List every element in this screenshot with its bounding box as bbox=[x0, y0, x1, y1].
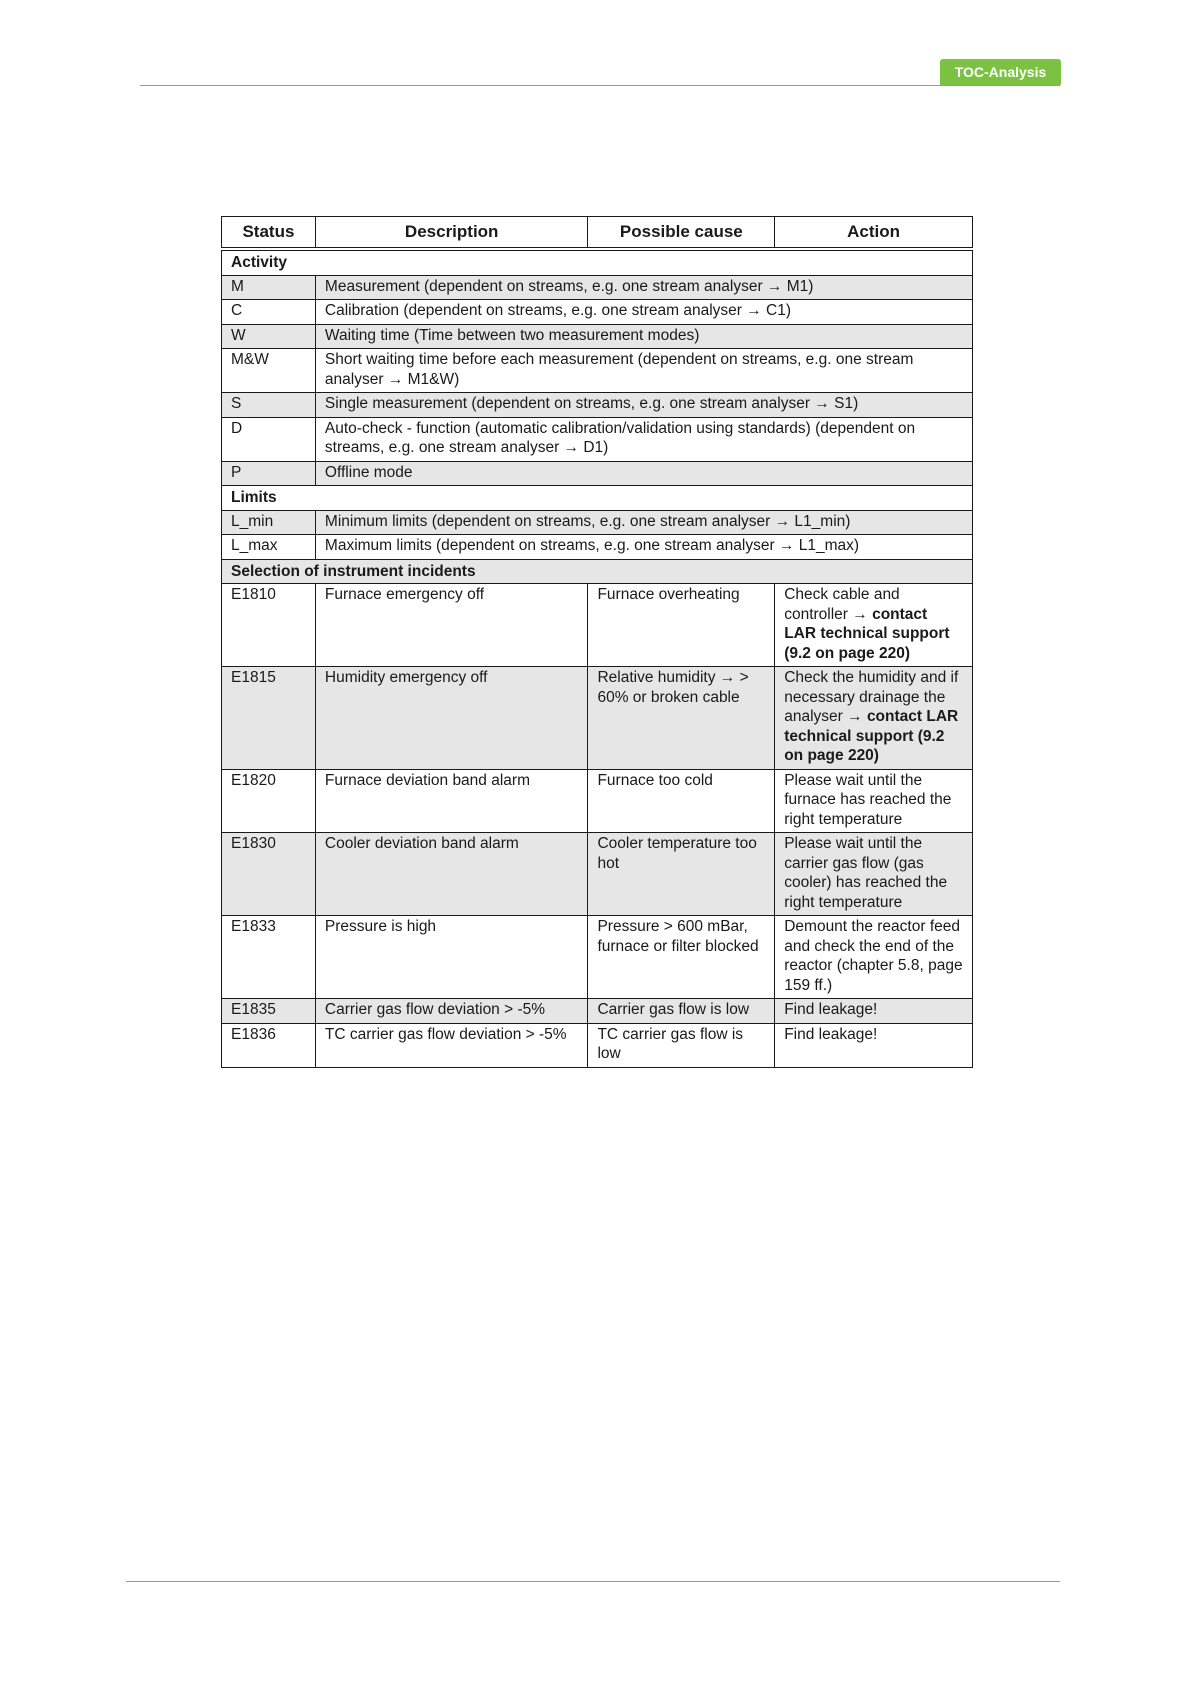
section-row-incidents bbox=[222, 559, 973, 584]
col-header-status: Status bbox=[222, 217, 316, 250]
description: Carrier gas flow deviation > -5% bbox=[315, 999, 588, 1024]
possible-cause: Cooler temperature too hot bbox=[588, 833, 775, 916]
section-row-limits bbox=[222, 486, 973, 511]
description: Humidity emergency off bbox=[315, 667, 588, 770]
description: Measurement (dependent on streams, e.g. one stream analyser → M1) bbox=[315, 275, 972, 300]
table-row bbox=[222, 916, 973, 999]
description: Maximum limits (dependent on streams, e.g. one stream analyser → L1_max) bbox=[315, 535, 972, 560]
description: Furnace emergency off bbox=[315, 584, 588, 667]
footer-rule bbox=[126, 1581, 1060, 1582]
possible-cause: Relative humidity → > 60% or broken cable bbox=[588, 667, 775, 770]
status-code: E1815 bbox=[222, 667, 316, 770]
status-table bbox=[221, 216, 973, 1068]
table-row bbox=[222, 417, 973, 461]
table-row bbox=[222, 393, 973, 418]
possible-cause: Furnace overheating bbox=[588, 584, 775, 667]
action-text: Check cable and controller → bbox=[784, 586, 900, 623]
status-code: L_min bbox=[222, 510, 316, 535]
table-row bbox=[222, 535, 973, 560]
action: Please wait until the furnace has reached the right temperature bbox=[775, 769, 973, 833]
description: Waiting time (Time between two measurement modes) bbox=[315, 324, 972, 349]
table-row bbox=[222, 667, 973, 770]
action: Please wait until the carrier gas flow (gas cooler) has reached the right temperature bbox=[775, 833, 973, 916]
description: Auto-check - function (automatic calibration/validation using standards) (dependent on streams, e.g. one stream analyser → D1) bbox=[315, 417, 972, 461]
status-code: E1833 bbox=[222, 916, 316, 999]
status-code: L_max bbox=[222, 535, 316, 560]
status-code: E1830 bbox=[222, 833, 316, 916]
status-code: E1836 bbox=[222, 1023, 316, 1067]
description: Furnace deviation band alarm bbox=[315, 769, 588, 833]
description: TC carrier gas flow deviation > -5% bbox=[315, 1023, 588, 1067]
status-code: M bbox=[222, 275, 316, 300]
col-header-cause: Possible cause bbox=[588, 217, 775, 250]
description: Calibration (dependent on streams, e.g. one stream analyser → C1) bbox=[315, 300, 972, 325]
table-row bbox=[222, 300, 973, 325]
status-code: M&W bbox=[222, 349, 316, 393]
action-link-support[interactable]: contact LAR technical support (9.2 on page 220) bbox=[784, 605, 950, 662]
description: Offline mode bbox=[315, 461, 972, 486]
table-row bbox=[222, 833, 973, 916]
section-row-activity bbox=[222, 249, 973, 275]
section-title: Selection of instrument incidents bbox=[222, 559, 973, 584]
table-row bbox=[222, 324, 973, 349]
status-code: E1810 bbox=[222, 584, 316, 667]
description: Minimum limits (dependent on streams, e.g. one stream analyser → L1_min) bbox=[315, 510, 972, 535]
table-row bbox=[222, 461, 973, 486]
table-row bbox=[222, 510, 973, 535]
header-rule bbox=[140, 85, 1060, 86]
status-code: E1820 bbox=[222, 769, 316, 833]
description: Single measurement (dependent on streams, e.g. one stream analyser → S1) bbox=[315, 393, 972, 418]
table-row bbox=[222, 769, 973, 833]
description: Short waiting time before each measurement (dependent on streams, e.g. one stream analyser → M1&W) bbox=[315, 349, 972, 393]
action bbox=[775, 667, 973, 770]
status-code: P bbox=[222, 461, 316, 486]
action: Find leakage! bbox=[775, 1023, 973, 1067]
possible-cause: TC carrier gas flow is low bbox=[588, 1023, 775, 1067]
section-title: Limits bbox=[222, 486, 973, 511]
action bbox=[775, 584, 973, 667]
table-row bbox=[222, 1023, 973, 1067]
section-badge: TOC-Analysis bbox=[940, 59, 1061, 85]
possible-cause: Carrier gas flow is low bbox=[588, 999, 775, 1024]
status-code: E1835 bbox=[222, 999, 316, 1024]
col-header-action: Action bbox=[775, 217, 973, 250]
action-text: Check the humidity and if necessary drainage the analyser → bbox=[784, 669, 959, 725]
possible-cause: Pressure > 600 mBar, furnace or filter blocked bbox=[588, 916, 775, 999]
action-link-support[interactable]: contact LAR technical support (9.2 on page 220) bbox=[784, 708, 959, 764]
possible-cause: Furnace too cold bbox=[588, 769, 775, 833]
status-code: D bbox=[222, 417, 316, 461]
table-row bbox=[222, 275, 973, 300]
section-title: Activity bbox=[222, 249, 973, 275]
table-row bbox=[222, 349, 973, 393]
action: Find leakage! bbox=[775, 999, 973, 1024]
col-header-description: Description bbox=[315, 217, 588, 250]
table-header-row bbox=[222, 217, 973, 250]
status-code: C bbox=[222, 300, 316, 325]
table-row bbox=[222, 584, 973, 667]
description: Pressure is high bbox=[315, 916, 588, 999]
action: Demount the reactor feed and check the end of the reactor (chapter 5.8, page 159 ff.) bbox=[775, 916, 973, 999]
description: Cooler deviation band alarm bbox=[315, 833, 588, 916]
table-row bbox=[222, 999, 973, 1024]
status-code: S bbox=[222, 393, 316, 418]
status-code: W bbox=[222, 324, 316, 349]
